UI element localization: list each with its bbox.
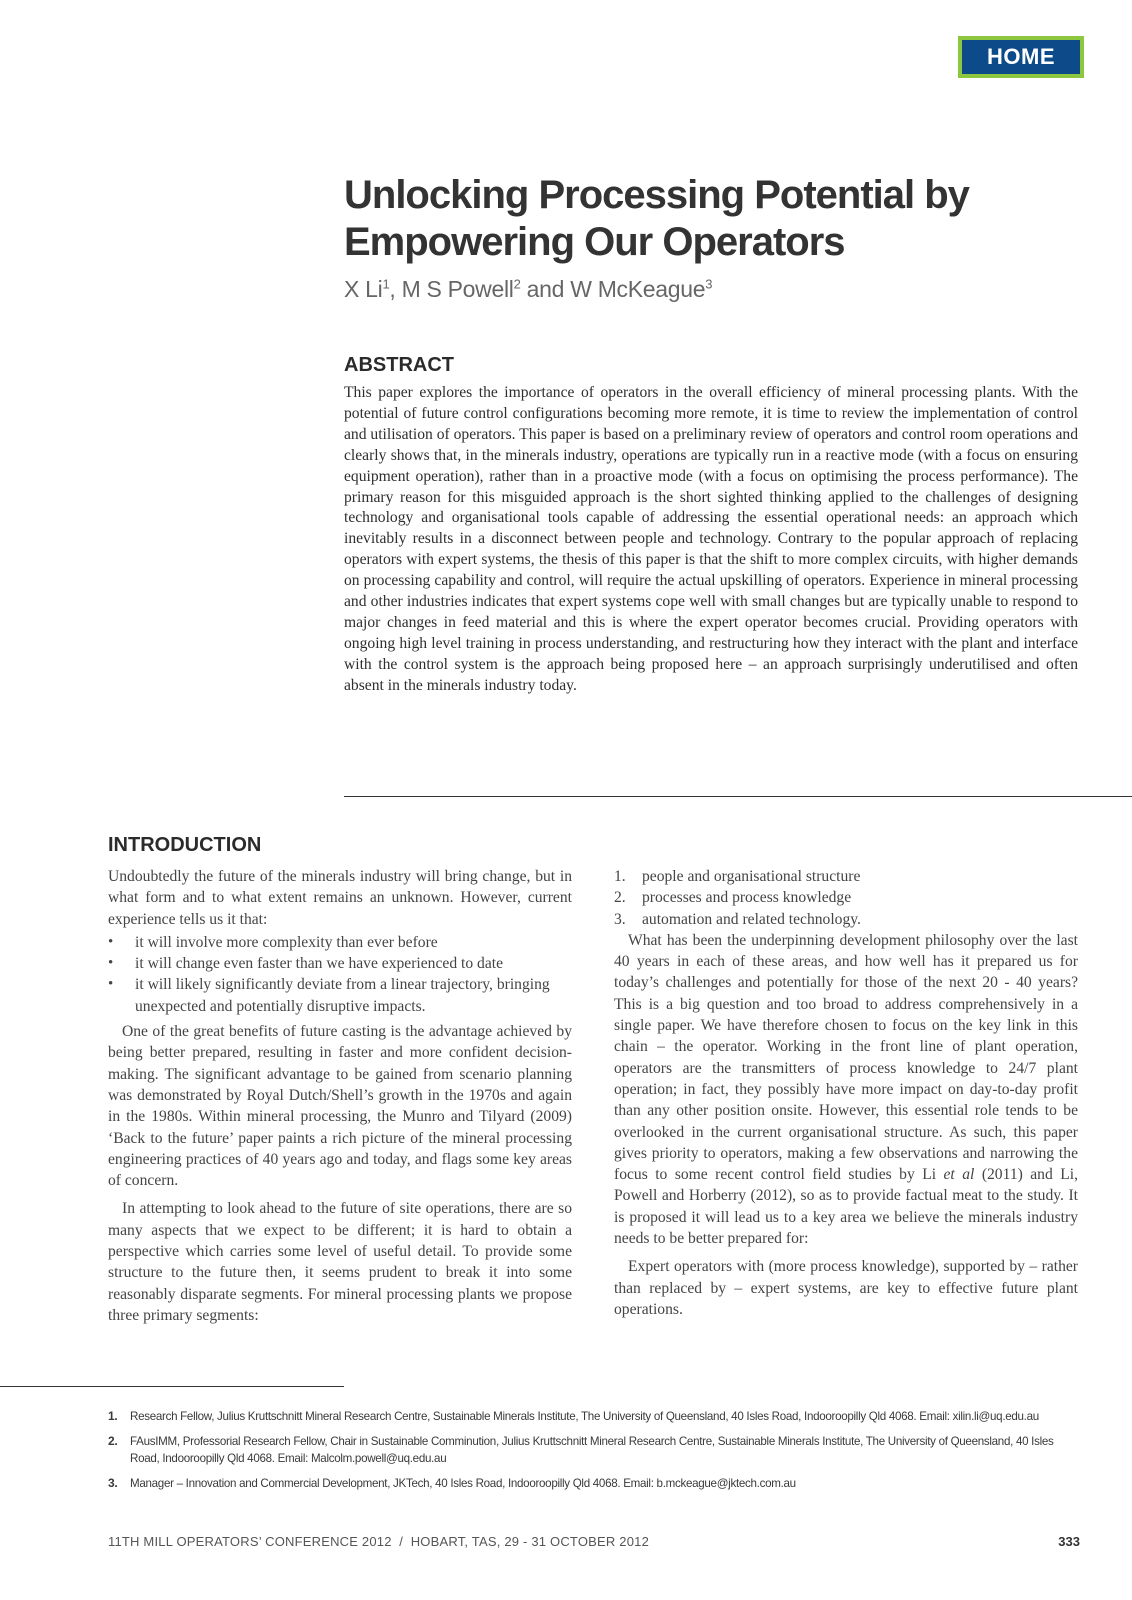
list-item: • it will change even faster than we have experienced to date xyxy=(108,953,572,974)
footnote-divider xyxy=(0,1386,344,1387)
title-line-2: Empowering Our Operators xyxy=(344,220,845,264)
footnote xyxy=(108,1433,1068,1467)
abstract-divider xyxy=(344,796,1132,797)
paragraph-text: (2011) and Li, Powell and Horberry (2012), so as to provide factual meat to the study. It is proposed it will lead us to a key area we believe the minerals industry needs to be better prepared for: xyxy=(614,1166,1078,1248)
list-item-text: automation and related technology. xyxy=(642,910,861,928)
intro-bullet-list xyxy=(108,932,572,1017)
intro-paragraph-3: In attempting to look ahead to the future of site operations, there are so many aspects that we expect to be different; it is hard to obtain a perspective which carries some level of useful detail. To provide some structure to the future then, it seems prudent to break it into some reasonably disparate segments. For mineral processing plants we propose three primary segments: xyxy=(108,1200,572,1324)
footnote-text: FAusIMM, Professorial Research Fellow, Chair in Sustainable Comminution, Julius Kruttschnitt Mineral Research Centre, Sustainable Minerals Institute, The University of Queensland, 40 Isles Road, Indooroopilly Qld 4068. Email: Malcolm.powell@uq.edu.au xyxy=(130,1435,1054,1465)
intro-paragraph-5: Expert operators with (more process knowledge), supported by – rather than replaced by – expert systems, are key to effective future plant operations. xyxy=(614,1258,1078,1318)
author-name: M S Powell xyxy=(401,276,514,302)
right-column xyxy=(614,866,1078,1320)
intro-paragraph-1: Undoubtedly the future of the minerals industry will bring change, but in what form and to what extent remains an unknown. However, current experience tells us it that: xyxy=(108,868,572,928)
author-separator: , xyxy=(389,276,402,302)
list-number: 1. xyxy=(614,868,626,885)
segments-list xyxy=(614,866,1078,930)
author-affiliation-marker: 3 xyxy=(705,276,713,292)
footnote-number: 1. xyxy=(108,1409,118,1423)
paragraph-text: What has been the underpinning development philosophy over the last 40 years in each of these areas, and how well has it prepared us for today’s challenges and potentially for those of the next 20 - 40 years? This is a big question and too broad to address comprehensively in a single paper. We have therefore chosen to focus on the key link in this chain – the operator. Working in the front line of plant operation, operators are the transmitters of process knowledge to 24/7 plant operation; in fact, they possibly have more impact on day-to-day profit than any other position onsite. However, this essential role tends to be overlooked in the current organisational structure. As such, this paper gives priority to operators, making a few observations and narrowing the focus to some recent control field studies by Li xyxy=(614,931,1078,1184)
paper-title xyxy=(344,172,1044,266)
footnote-text: Research Fellow, Julius Kruttschnitt Mineral Research Centre, Sustainable Minerals Institute, The University of Queensland, 40 Isles Road, Indooroopilly Qld 4068. Email: xilin.li@uq.edu.au xyxy=(130,1410,1039,1423)
list-item xyxy=(614,866,1078,887)
abstract-heading: ABSTRACT xyxy=(344,354,454,376)
list-number: 3. xyxy=(614,910,626,928)
list-item xyxy=(614,887,1078,908)
footnote xyxy=(108,1408,1068,1425)
author-list xyxy=(344,276,712,303)
footnote-text: Manager – Innovation and Commercial Development, JKTech, 40 Isles Road, Indooroopilly Qld 4068. Email: b.mckeague@jktech.com.au xyxy=(130,1477,796,1490)
list-number: 2. xyxy=(614,889,626,907)
list-item xyxy=(614,909,1078,930)
page-number: 333 xyxy=(1058,1534,1080,1549)
list-item-text: processes and process knowledge xyxy=(642,889,852,907)
citation-etal: et al xyxy=(943,1166,975,1184)
footnote xyxy=(108,1475,1068,1492)
list-item-text: people and organisational structure xyxy=(642,868,861,885)
author-name: X Li xyxy=(344,276,383,302)
abstract-text: This paper explores the importance of operators in the overall efficiency of mineral processing plants. With the potential of future control configurations becoming more remote, it is time to review the implementation of control and utilisation of operators. This paper is based on a preliminary review of operators and control room operations and clearly shows that, in the minerals industry, operations are typically run in a reactive mode (with a focus on ensuring equipment operation), rather than in a proactive mode (with a focus on optimising the process performance). The primary reason for this misguided approach is the short sighted thinking applied to the challenges of designing technology and organisational tools capable of addressing the essential operational needs: an approach which inevitably results in a disconnect between people and technology. Contrary to the popular approach of replacing operators with expert systems, the thesis of this paper is that the shift to more complex circuits, with higher demands on processing capability and control, will require the actual upskilling of operators. Experience in mineral processing and other industries indicates that expert systems cope well with small changes but are typically unable to respond to major changes in feed material and this is where the expert operator becomes crucial. Providing operators with ongoing high level training in process understanding, and restructuring how they interact with the plant and interface with the control system is the approach being proposed here – an approach surprisingly underutilised and often absent in the minerals industry today. xyxy=(344,384,1078,694)
list-item: • it will involve more complexity than ever before xyxy=(108,932,572,953)
footnote-number: 3. xyxy=(108,1476,118,1490)
left-column xyxy=(108,866,572,1326)
author-name: W McKeague xyxy=(570,276,706,302)
introduction-heading: INTRODUCTION xyxy=(108,834,262,856)
list-item: • it will likely significantly deviate from a linear trajectory, bringing unexpected and potentially disruptive impacts. xyxy=(108,974,572,1017)
author-separator: and xyxy=(520,276,571,302)
author-affiliation-marker: 2 xyxy=(513,276,521,292)
footnote-number: 2. xyxy=(108,1434,118,1448)
conference-footer: 11TH MILL OPERATORS’ CONFERENCE 2012 / HOBART, TAS, 29 - 31 OCTOBER 2012 xyxy=(108,1534,649,1549)
author-affiliation-marker: 1 xyxy=(382,276,390,292)
footnotes xyxy=(108,1408,1068,1500)
intro-paragraph-4 xyxy=(614,930,1078,1249)
intro-paragraph-2: One of the great benefits of future casting is the advantage achieved by being better prepared, resulting in faster and more confident decision-making. The significant advantage to be gained from scenario planning was demonstrated by Royal Dutch/Shell’s growth in the 1970s and again in the 1980s. Within mineral processing, the Munro and Tilyard (2009) ‘Back to the future’ paper paints a rich picture of the mineral processing engineering practices of 40 years ago and today, and flags some key areas of concern. xyxy=(108,1023,572,1190)
title-line-1: Unlocking Processing Potential by xyxy=(344,173,969,217)
home-button[interactable]: HOME xyxy=(958,36,1084,78)
